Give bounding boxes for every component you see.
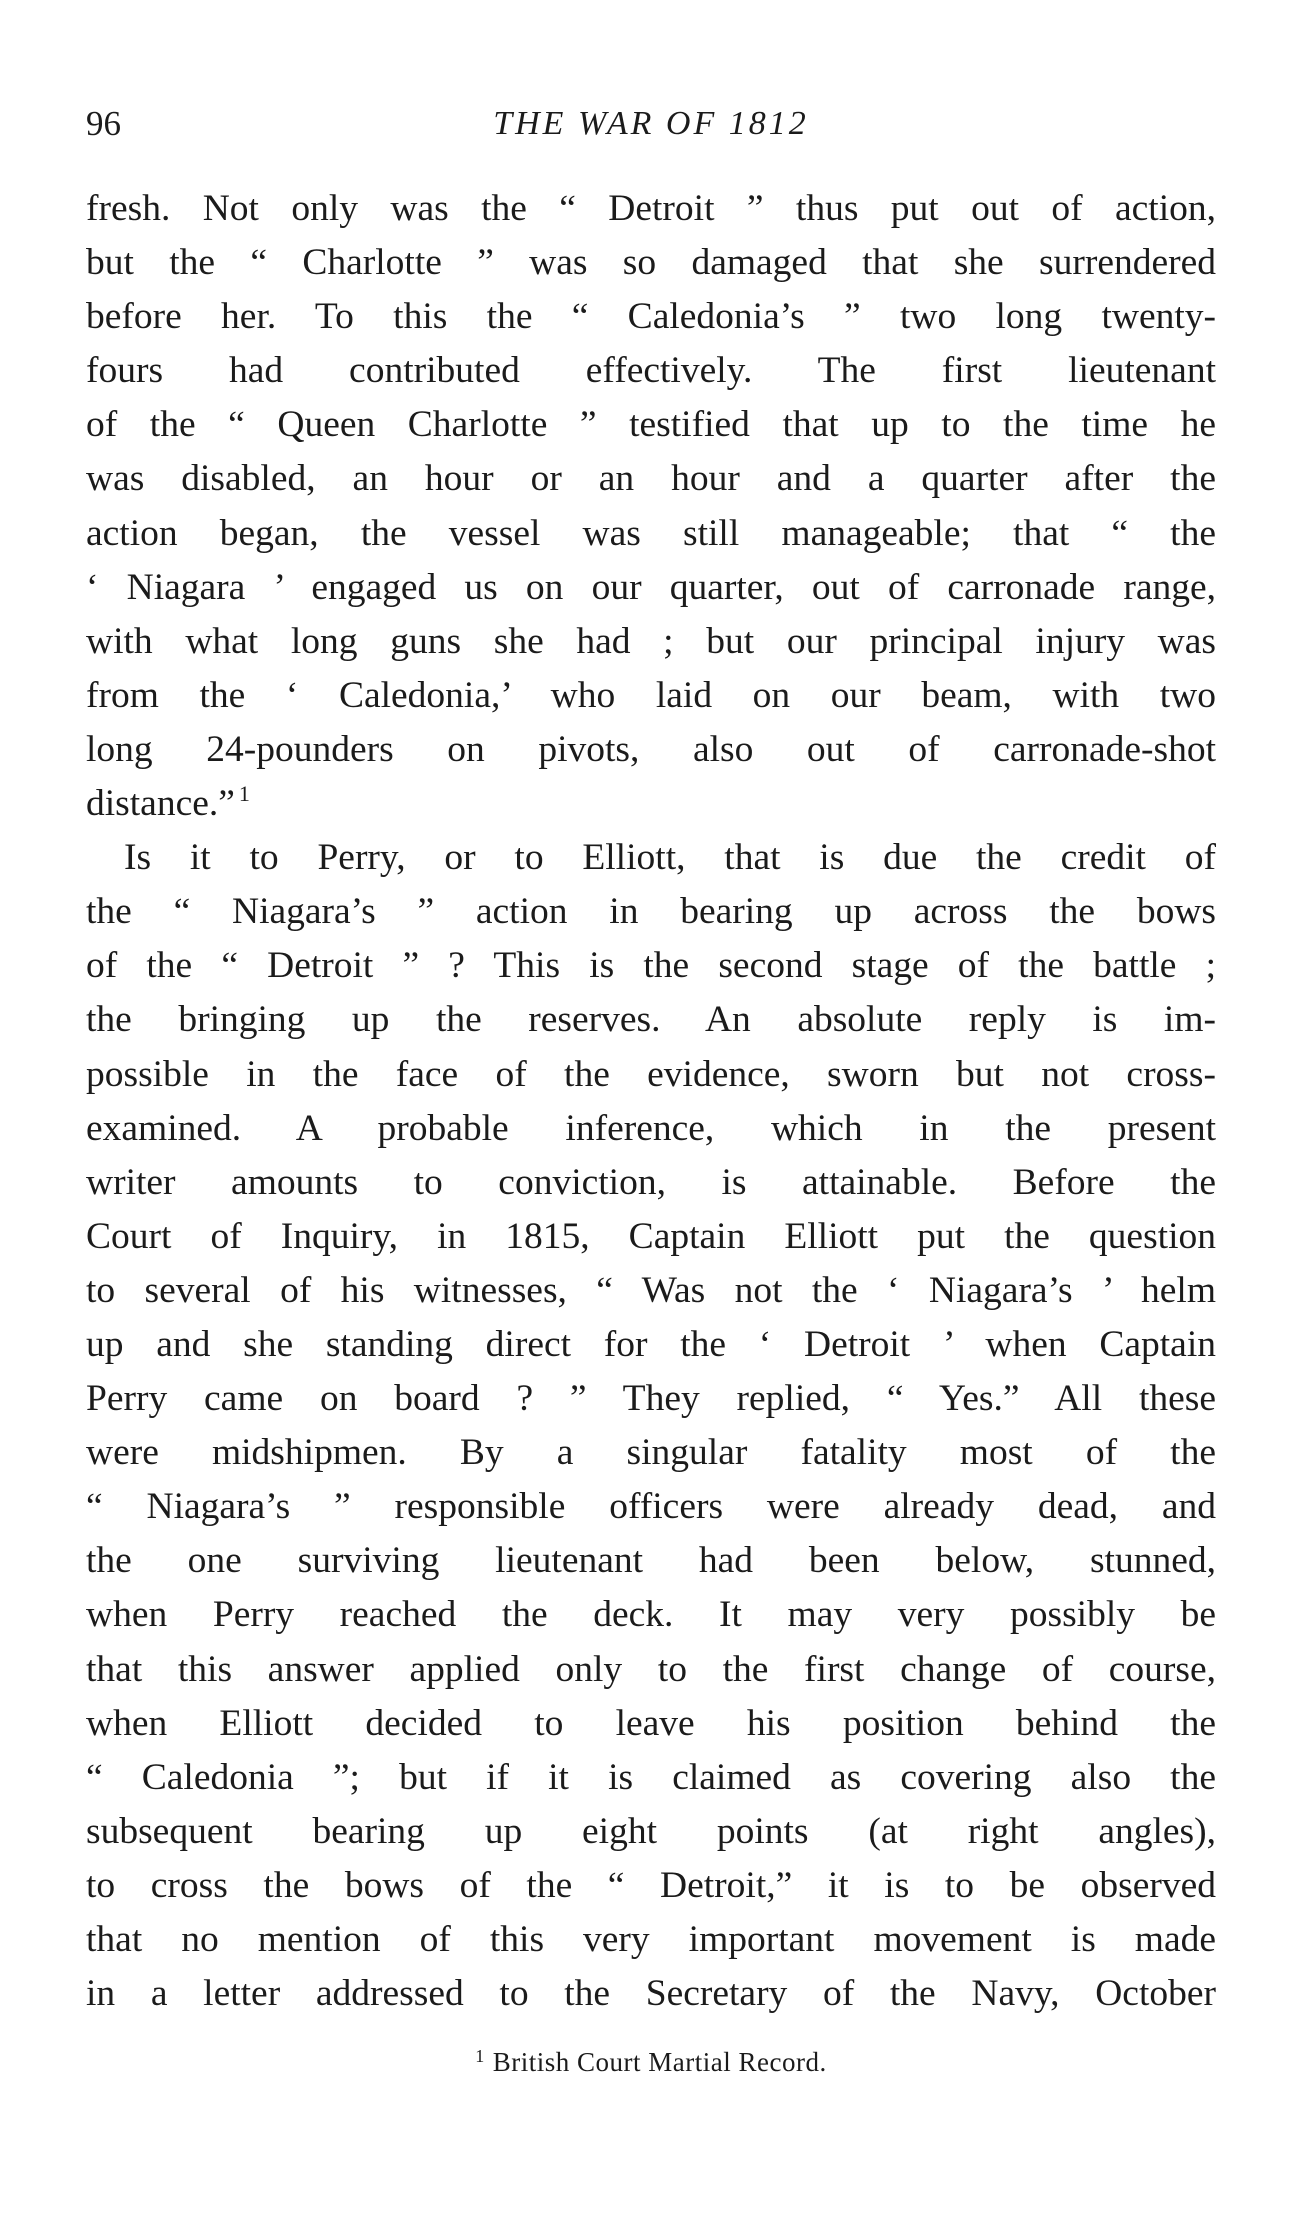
text-line: the bringing up the reserves. An absolute reply is im- — [86, 999, 1216, 1041]
text-line: Is it to Perry, or to Elliott, that is due the credit of — [124, 837, 1216, 879]
text-line: possible in the face of the evidence, sworn but not cross- — [86, 1053, 1216, 1095]
text-line: to cross the bows of the “ Detroit,” it is to be observed — [86, 1864, 1216, 1906]
paragraph-1 — [86, 182, 1216, 831]
text-line: the one surviving lieutenant had been below, stunned, — [86, 1540, 1216, 1582]
text-line: Perry came on board ? ” They replied, “ Yes.” All these — [86, 1378, 1216, 1420]
text-line: with what long guns she had ; but our principal injury was — [86, 620, 1216, 662]
text-line: long 24-pounders on pivots, also out of carronade-shot — [86, 728, 1216, 770]
text-line: Court of Inquiry, in 1815, Captain Elliott put the question — [86, 1215, 1216, 1257]
text-line: but the “ Charlotte ” was so damaged that she surrendered — [86, 242, 1216, 284]
text-line: when Elliott decided to leave his position behind the — [86, 1702, 1216, 1744]
footnote-text: British Court Martial Record. — [492, 2047, 827, 2077]
paragraph-2 — [86, 831, 1216, 2021]
text-line: “ Caledonia ”; but if it is claimed as covering also the — [86, 1756, 1216, 1798]
text-line: when Perry reached the deck. It may very possibly be — [86, 1594, 1216, 1636]
text-line: fresh. Not only was the “ Detroit ” thus put out of action, — [86, 188, 1216, 229]
footnote-mark: 1 — [475, 2046, 485, 2066]
text-line: that this answer applied only to the first change of course, — [86, 1648, 1216, 1690]
text-line: before her. To this the “ Caledonia’s ” two long twenty- — [86, 296, 1216, 338]
body-text — [86, 182, 1216, 2021]
text-line: subsequent bearing up eight points (at right angles), — [86, 1810, 1216, 1852]
text-line: action began, the vessel was still manageable; that “ the — [86, 512, 1216, 554]
text-line: examined. A probable inference, which in the present — [86, 1107, 1216, 1149]
text-line: of the “ Detroit ” ? This is the second stage of the battle ; — [86, 945, 1216, 987]
text-line: was disabled, an hour or an hour and a quarter after the — [86, 458, 1216, 500]
text-line: to several of his witnesses, “ Was not the ‘ Niagara’s ’ helm — [86, 1269, 1216, 1311]
text-line — [86, 777, 1216, 831]
footnote — [86, 2042, 1216, 2082]
running-title: THE WAR OF 1812 — [493, 105, 809, 142]
text-line: up and she standing direct for the ‘ Detroit ’ when Captain — [86, 1323, 1216, 1365]
text-line: that no mention of this very important movement is made — [86, 1919, 1216, 1960]
text-line: fours had contributed effectively. The first lieutenant — [86, 350, 1216, 392]
text-line: the “ Niagara’s ” action in bearing up across the bows — [86, 891, 1216, 933]
page-number: 96 — [86, 104, 121, 143]
text-line: in a letter addressed to the Secretary of the Navy, October — [86, 1973, 1216, 2015]
page-header — [86, 100, 1216, 148]
text-line: of the “ Queen Charlotte ” testified that up to the time he — [86, 404, 1216, 446]
text-line: were midshipmen. By a singular fatality most of the — [86, 1432, 1216, 1474]
text-line: from the ‘ Caledonia,’ who laid on our beam, with two — [86, 674, 1216, 716]
text-line: ‘ Niagara ’ engaged us on our quarter, out of carronade range, — [86, 566, 1216, 608]
text-line-content: distance.” — [86, 783, 235, 825]
text-line: “ Niagara’s ” responsible officers were already dead, and — [86, 1486, 1216, 1528]
footnote-reference: 1 — [238, 781, 250, 807]
text-line: writer amounts to conviction, is attainable. Before the — [86, 1161, 1216, 1203]
